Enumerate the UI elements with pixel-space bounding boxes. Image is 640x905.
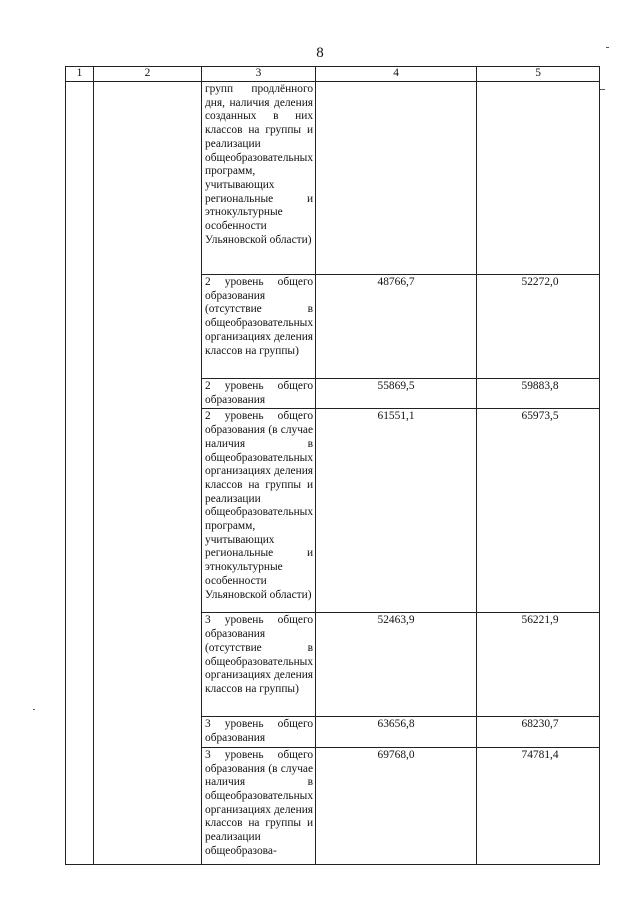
page-number: 8 — [316, 45, 324, 61]
cell-value-col4: 61551,1 — [316, 409, 477, 613]
scan-mark — [606, 47, 609, 48]
data-table — [65, 66, 600, 865]
cell-value-col5: 56221,9 — [477, 613, 600, 717]
cell-value-col5: 68230,7 — [477, 717, 600, 747]
cell-description: 3 уровень общего образования (отсутствие в общеобразовательных организациях деления классов на группы) — [202, 613, 316, 717]
scan-mark — [600, 89, 605, 90]
cell-value-col4: 52463,9 — [316, 613, 477, 717]
cell-value-col5 — [477, 82, 600, 275]
cell-description: 2 уровень общего образования — [202, 379, 316, 409]
table-row — [66, 82, 600, 275]
scan-mark — [33, 709, 35, 710]
cell-value-col5: 59883,8 — [477, 379, 600, 409]
cell-description: групп продлённого дня, наличия деления созданных в них классов на группы и реализации общеобразовательных программ, учитывающих региональные и этнокультурные особенности Ульяновской области) — [202, 82, 316, 275]
cell-description: 2 уровень общего образования (в случае наличия в общеобразовательных организациях деления классов на группы и реализации общеобразовательных программ, учитывающих региональные и этнокультурные особенности Ульяновской области) — [202, 409, 316, 613]
table-header-row — [66, 67, 600, 82]
column-header-3: 3 — [202, 67, 316, 82]
cell-value-col4: 69768,0 — [316, 747, 477, 864]
cell-value-col5: 74781,4 — [477, 747, 600, 864]
cell-value-col4: 55869,5 — [316, 379, 477, 409]
column-header-2: 2 — [94, 67, 202, 82]
cell-col1-merged — [66, 82, 94, 865]
column-header-5: 5 — [477, 67, 600, 82]
column-header-4: 4 — [316, 67, 477, 82]
cell-value-col4 — [316, 82, 477, 275]
cell-value-col5: 52272,0 — [477, 275, 600, 379]
cell-value-col4: 63656,8 — [316, 717, 477, 747]
cell-col2-merged — [94, 82, 202, 865]
cell-value-col4: 48766,7 — [316, 275, 477, 379]
cell-description: 3 уровень общего образования (в случае наличия в общеобразовательных организациях деления классов на группы и реализации общеобразова- — [202, 747, 316, 864]
column-header-1: 1 — [66, 67, 94, 82]
cell-description: 3 уровень общего образования — [202, 717, 316, 747]
cell-value-col5: 65973,5 — [477, 409, 600, 613]
cell-description: 2 уровень общего образования (отсутствие в общеобразовательных организациях деления классов на группы) — [202, 275, 316, 379]
